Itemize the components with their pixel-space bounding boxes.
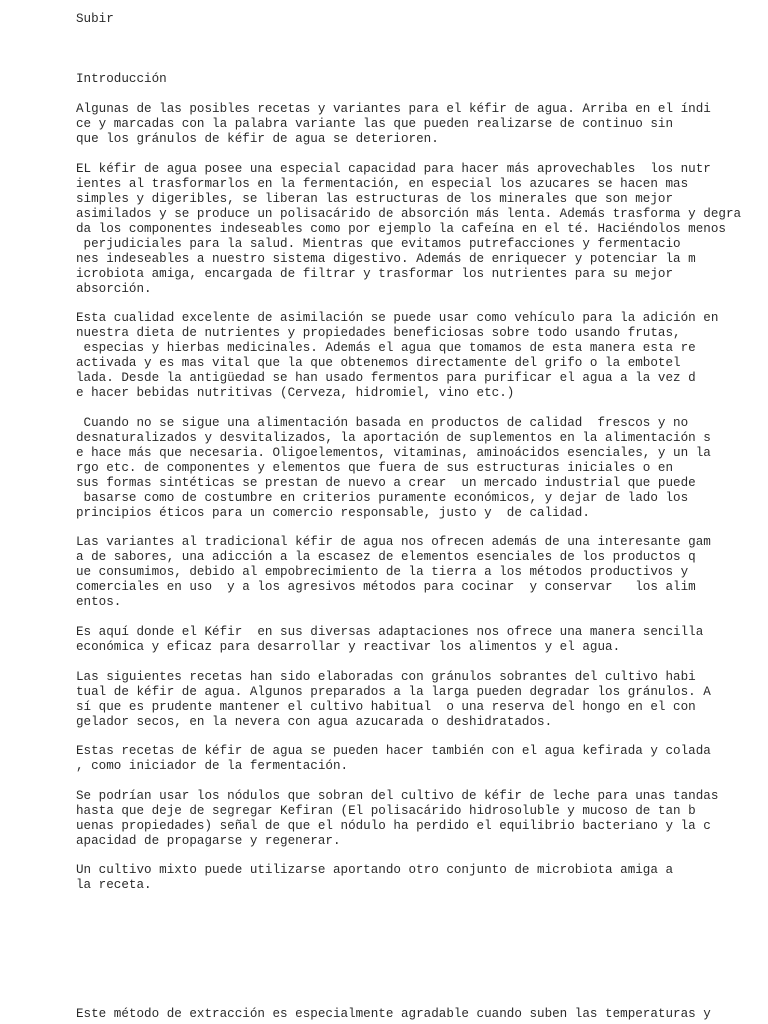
introduction-heading: Introducción bbox=[76, 72, 167, 86]
paragraph: EL kéfir de agua posee una especial capacidad para hacer más aprovechables los nutr ientes al trasformarlos en la fermentación, en especial los azucares se hacen mas simples y digeribles, se liberan las estructuras de los minerales que son mejor asimilados y se produce un polisacárido de absorción más lenta. Además trasforma y degra da los componentes indeseables como por ejemplo la cafeína en el té. Haciéndolos menos perjudiciales para la salud. Mientras que evitamos putrefacciones y fermentacio nes indeseables a nuestro sistema digestivo. Además de enriquecer y potenciar la m icrobiota amiga, encargada de filtrar y trasformar los nutrientes para su mejor absorción. bbox=[76, 162, 742, 296]
paragraph: Las variantes al tradicional kéfir de agua nos ofrecen además de una interesante gam a de sabores, una adicción a la escasez de elementos esenciales de los productos q ue consumimos, debido al empobrecimiento de la tierra a los métodos productivos y comerciales en uso y a los agresivos métodos para cocinar y conservar los alim entos. bbox=[76, 535, 711, 609]
paragraph: Un cultivo mixto puede utilizarse aportando otro conjunto de microbiota amiga a la receta. bbox=[76, 863, 674, 892]
paragraph: Cuando no se sigue una alimentación basada en productos de calidad frescos y no desnaturalizados y desvitalizados, la aportación de suplementos en la alimentación s e hace más que necesaria. Oligoelementos, vitaminas, aminoácidos esenciales, y un la rgo etc. de componentes y elementos que fuera de sus estructuras iniciales o en sus formas sintéticas se prestan de nuevo a crear un mercado industrial que puede basarse como de costumbre en criterios puramente económicos, y dejar de lado los principios éticos para un comercio responsable, justo y de calidad. bbox=[76, 416, 711, 520]
subir-link[interactable]: Subir bbox=[76, 12, 114, 26]
paragraph: Este método de extracción es especialmente agradable cuando suben las temperaturas y bbox=[76, 1007, 711, 1021]
paragraph: Las siguientes recetas han sido elaboradas con gránulos sobrantes del cultivo habi tual de kéfir de agua. Algunos preparados a la larga pueden degradar los gránulos. A sí que es prudente mantener el cultivo habitual o una reserva del hongo en el con gelador secos, en la nevera con agua azucarada o deshidratados. bbox=[76, 670, 711, 729]
paragraph: Se podrían usar los nódulos que sobran del cultivo de kéfir de leche para unas tandas hasta que deje de segregar Kefiran (El polisacárido hidrosoluble y mucoso de tan b uenas propiedades) señal de que el nódulo ha perdido el equilibrio bacteriano y la c apacidad de propagarse y regenerar. bbox=[76, 789, 719, 848]
paragraph: Algunas de las posibles recetas y variantes para el kéfir de agua. Arriba en el índi ce y marcadas con la palabra variante las que pueden realizarse de continuo sin que los gránulos de kéfir de agua se deterioren. bbox=[76, 102, 711, 146]
paragraph: Estas recetas de kéfir de agua se pueden hacer también con el agua kefirada y colada , como iniciador de la fermentación. bbox=[76, 744, 711, 773]
paragraph: Esta cualidad excelente de asimilación se puede usar como vehículo para la adición en nuestra dieta de nutrientes y propiedades beneficiosas sobre todo usando frutas, especias y hierbas medicinales. Además el agua que tomamos de esta manera esta re activada y es mas vital que la que obtenemos directamente del grifo o la embotel lada. Desde la antigüedad se han usado fermentos para purificar el agua a la vez d e hacer bebidas nutritivas (Cerveza, hidromiel, vino etc.) bbox=[76, 311, 719, 400]
paragraph: Es aquí donde el Kéfir en sus diversas adaptaciones nos ofrece una manera sencilla económica y eficaz para desarrollar y reactivar los alimentos y el agua. bbox=[76, 625, 704, 654]
